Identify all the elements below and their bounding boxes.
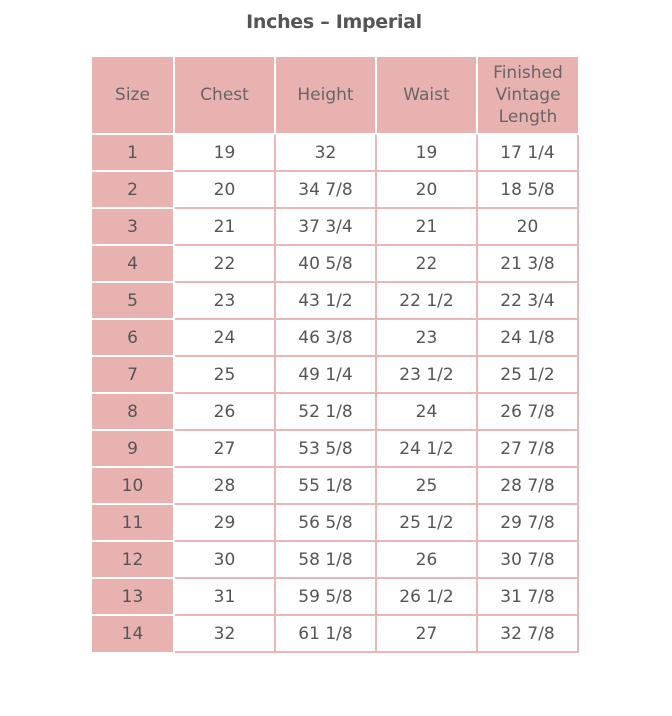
waist-cell: 23 1/2: [376, 356, 477, 393]
length-cell: 28 7/8: [477, 467, 578, 504]
length-header-line-1: Finished: [493, 63, 563, 83]
table-row: [92, 541, 578, 578]
size-cell: 2: [92, 171, 174, 208]
length-cell: 26 7/8: [477, 393, 578, 430]
table-row: [92, 319, 578, 356]
height-cell: 37 3/4: [275, 208, 376, 245]
height-cell: 59 5/8: [275, 578, 376, 615]
size-cell: 14: [92, 615, 174, 652]
table-row: [92, 615, 578, 652]
waist-cell: 21: [376, 208, 477, 245]
table-row: [92, 504, 578, 541]
waist-cell: 22: [376, 245, 477, 282]
height-cell: 52 1/8: [275, 393, 376, 430]
height-cell: 55 1/8: [275, 467, 376, 504]
length-cell: 21 3/8: [477, 245, 578, 282]
waist-cell: 20: [376, 171, 477, 208]
height-cell: 61 1/8: [275, 615, 376, 652]
chest-cell: 21: [174, 208, 275, 245]
column-header-waist: Waist: [376, 57, 477, 134]
length-cell: 18 5/8: [477, 171, 578, 208]
column-header-height: Height: [275, 57, 376, 134]
header-row: [92, 57, 578, 134]
table-row: [92, 467, 578, 504]
length-cell: 27 7/8: [477, 430, 578, 467]
length-cell: 29 7/8: [477, 504, 578, 541]
length-cell: 24 1/8: [477, 319, 578, 356]
chest-cell: 32: [174, 615, 275, 652]
height-cell: 56 5/8: [275, 504, 376, 541]
length-header-line-3: Length: [498, 107, 558, 127]
height-cell: 58 1/8: [275, 541, 376, 578]
waist-cell: 24: [376, 393, 477, 430]
size-cell: 10: [92, 467, 174, 504]
height-cell: 40 5/8: [275, 245, 376, 282]
size-cell: 1: [92, 134, 174, 171]
height-cell: 34 7/8: [275, 171, 376, 208]
column-header-size: Size: [92, 57, 174, 134]
chest-cell: 22: [174, 245, 275, 282]
height-cell: 46 3/8: [275, 319, 376, 356]
size-cell: 4: [92, 245, 174, 282]
chest-cell: 25: [174, 356, 275, 393]
height-cell: 53 5/8: [275, 430, 376, 467]
length-cell: 22 3/4: [477, 282, 578, 319]
table-row: [92, 134, 578, 171]
chest-cell: 24: [174, 319, 275, 356]
chest-cell: 27: [174, 430, 275, 467]
table-row: [92, 171, 578, 208]
chest-cell: 19: [174, 134, 275, 171]
length-cell: 32 7/8: [477, 615, 578, 652]
waist-cell: 27: [376, 615, 477, 652]
height-cell: 43 1/2: [275, 282, 376, 319]
chest-cell: 23: [174, 282, 275, 319]
waist-cell: 25: [376, 467, 477, 504]
chest-cell: 20: [174, 171, 275, 208]
size-cell: 3: [92, 208, 174, 245]
size-cell: 5: [92, 282, 174, 319]
height-cell: 49 1/4: [275, 356, 376, 393]
length-cell: 20: [477, 208, 578, 245]
table-row: [92, 208, 578, 245]
chest-cell: 26: [174, 393, 275, 430]
table-row: [92, 578, 578, 615]
height-cell: 32: [275, 134, 376, 171]
size-cell: 13: [92, 578, 174, 615]
length-cell: 30 7/8: [477, 541, 578, 578]
waist-cell: 22 1/2: [376, 282, 477, 319]
column-header-finished-vintage-length: [477, 57, 578, 134]
length-cell: 17 1/4: [477, 134, 578, 171]
table-title: Inches – Imperial: [246, 11, 422, 33]
size-cell: 11: [92, 504, 174, 541]
length-cell: 31 7/8: [477, 578, 578, 615]
chest-cell: 29: [174, 504, 275, 541]
table-row: [92, 393, 578, 430]
table-row: [92, 356, 578, 393]
chest-cell: 31: [174, 578, 275, 615]
table-row: [92, 430, 578, 467]
waist-cell: 19: [376, 134, 477, 171]
size-cell: 8: [92, 393, 174, 430]
size-cell: 6: [92, 319, 174, 356]
waist-cell: 23: [376, 319, 477, 356]
length-cell: 25 1/2: [477, 356, 578, 393]
waist-cell: 24 1/2: [376, 430, 477, 467]
column-header-chest: Chest: [174, 57, 275, 134]
size-cell: 7: [92, 356, 174, 393]
table-row: [92, 282, 578, 319]
waist-cell: 25 1/2: [376, 504, 477, 541]
waist-cell: 26 1/2: [376, 578, 477, 615]
table-row: [92, 245, 578, 282]
waist-cell: 26: [376, 541, 477, 578]
size-cell: 9: [92, 430, 174, 467]
chest-cell: 28: [174, 467, 275, 504]
chest-cell: 30: [174, 541, 275, 578]
size-chart-table: [92, 57, 579, 653]
size-cell: 12: [92, 541, 174, 578]
length-header-line-2: Vintage: [495, 85, 561, 105]
